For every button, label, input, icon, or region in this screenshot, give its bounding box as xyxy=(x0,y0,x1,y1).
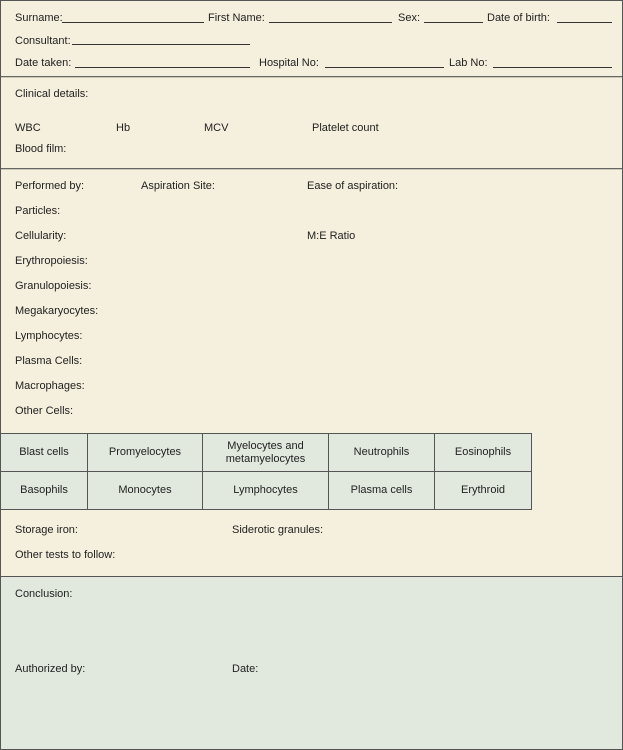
ease-of-aspiration-label: Ease of aspiration: xyxy=(307,180,399,192)
aspiration-site-label: Aspiration Site: xyxy=(141,180,215,192)
surname-label: Surname: xyxy=(15,12,63,24)
mcv-label: MCV xyxy=(204,122,229,134)
table-cell[interactable]: Basophils xyxy=(1,472,88,510)
siderotic-granules-label: Siderotic granules: xyxy=(232,524,324,536)
consultant-label: Consultant: xyxy=(15,35,71,47)
storage-iron-label: Storage iron: xyxy=(15,524,78,536)
table-cell[interactable]: Erythroid xyxy=(435,472,532,510)
other-cells-label: Other Cells: xyxy=(15,405,74,417)
macrophages-label: Macrophages: xyxy=(15,380,85,392)
plasma-cells-label: Plasma Cells: xyxy=(15,355,83,367)
megakaryocytes-label: Megakaryocytes: xyxy=(15,305,99,317)
platelet-count-label: Platelet count xyxy=(312,122,379,134)
table-cell[interactable]: Neutrophils xyxy=(329,434,435,472)
hb-label: Hb xyxy=(116,122,131,134)
table-cell[interactable]: Monocytes xyxy=(88,472,203,510)
particles-label: Particles: xyxy=(15,205,61,217)
blood-film-label: Blood film: xyxy=(15,143,67,155)
performed-by-label: Performed by: xyxy=(15,180,85,192)
table-cell[interactable]: Plasma cells xyxy=(329,472,435,510)
erythropoiesis-label: Erythropoiesis: xyxy=(15,255,88,267)
date-taken-label: Date taken: xyxy=(15,57,72,69)
wbc-label: WBC xyxy=(15,122,41,134)
conclusion-label: Conclusion: xyxy=(15,588,73,600)
table-cell[interactable]: Lymphocytes xyxy=(203,472,329,510)
clinical-details-label: Clinical details: xyxy=(15,88,89,100)
first-name-label: First Name: xyxy=(208,12,265,24)
lab-no-label: Lab No: xyxy=(449,57,488,69)
cellularity-label: Cellularity: xyxy=(15,230,67,242)
table-cell[interactable]: Eosinophils xyxy=(435,434,532,472)
granulopoiesis-label: Granulopoiesis: xyxy=(15,280,92,292)
date-label: Date: xyxy=(232,663,259,675)
myelocytes-cell-label: Myelocytes and metamyelocytes xyxy=(225,439,306,465)
me-ratio-label: M:E Ratio xyxy=(307,230,356,242)
sex-label: Sex: xyxy=(398,12,421,24)
lymphocytes-label: Lymphocytes: xyxy=(15,330,83,342)
table-cell[interactable]: Blast cells xyxy=(1,434,88,472)
dob-label: Date of birth: xyxy=(487,12,550,24)
authorized-by-label: Authorized by: xyxy=(15,663,86,675)
other-tests-label: Other tests to follow: xyxy=(15,549,116,561)
hospital-no-label: Hospital No: xyxy=(259,57,319,69)
table-cell[interactable]: Promyelocytes xyxy=(88,434,203,472)
